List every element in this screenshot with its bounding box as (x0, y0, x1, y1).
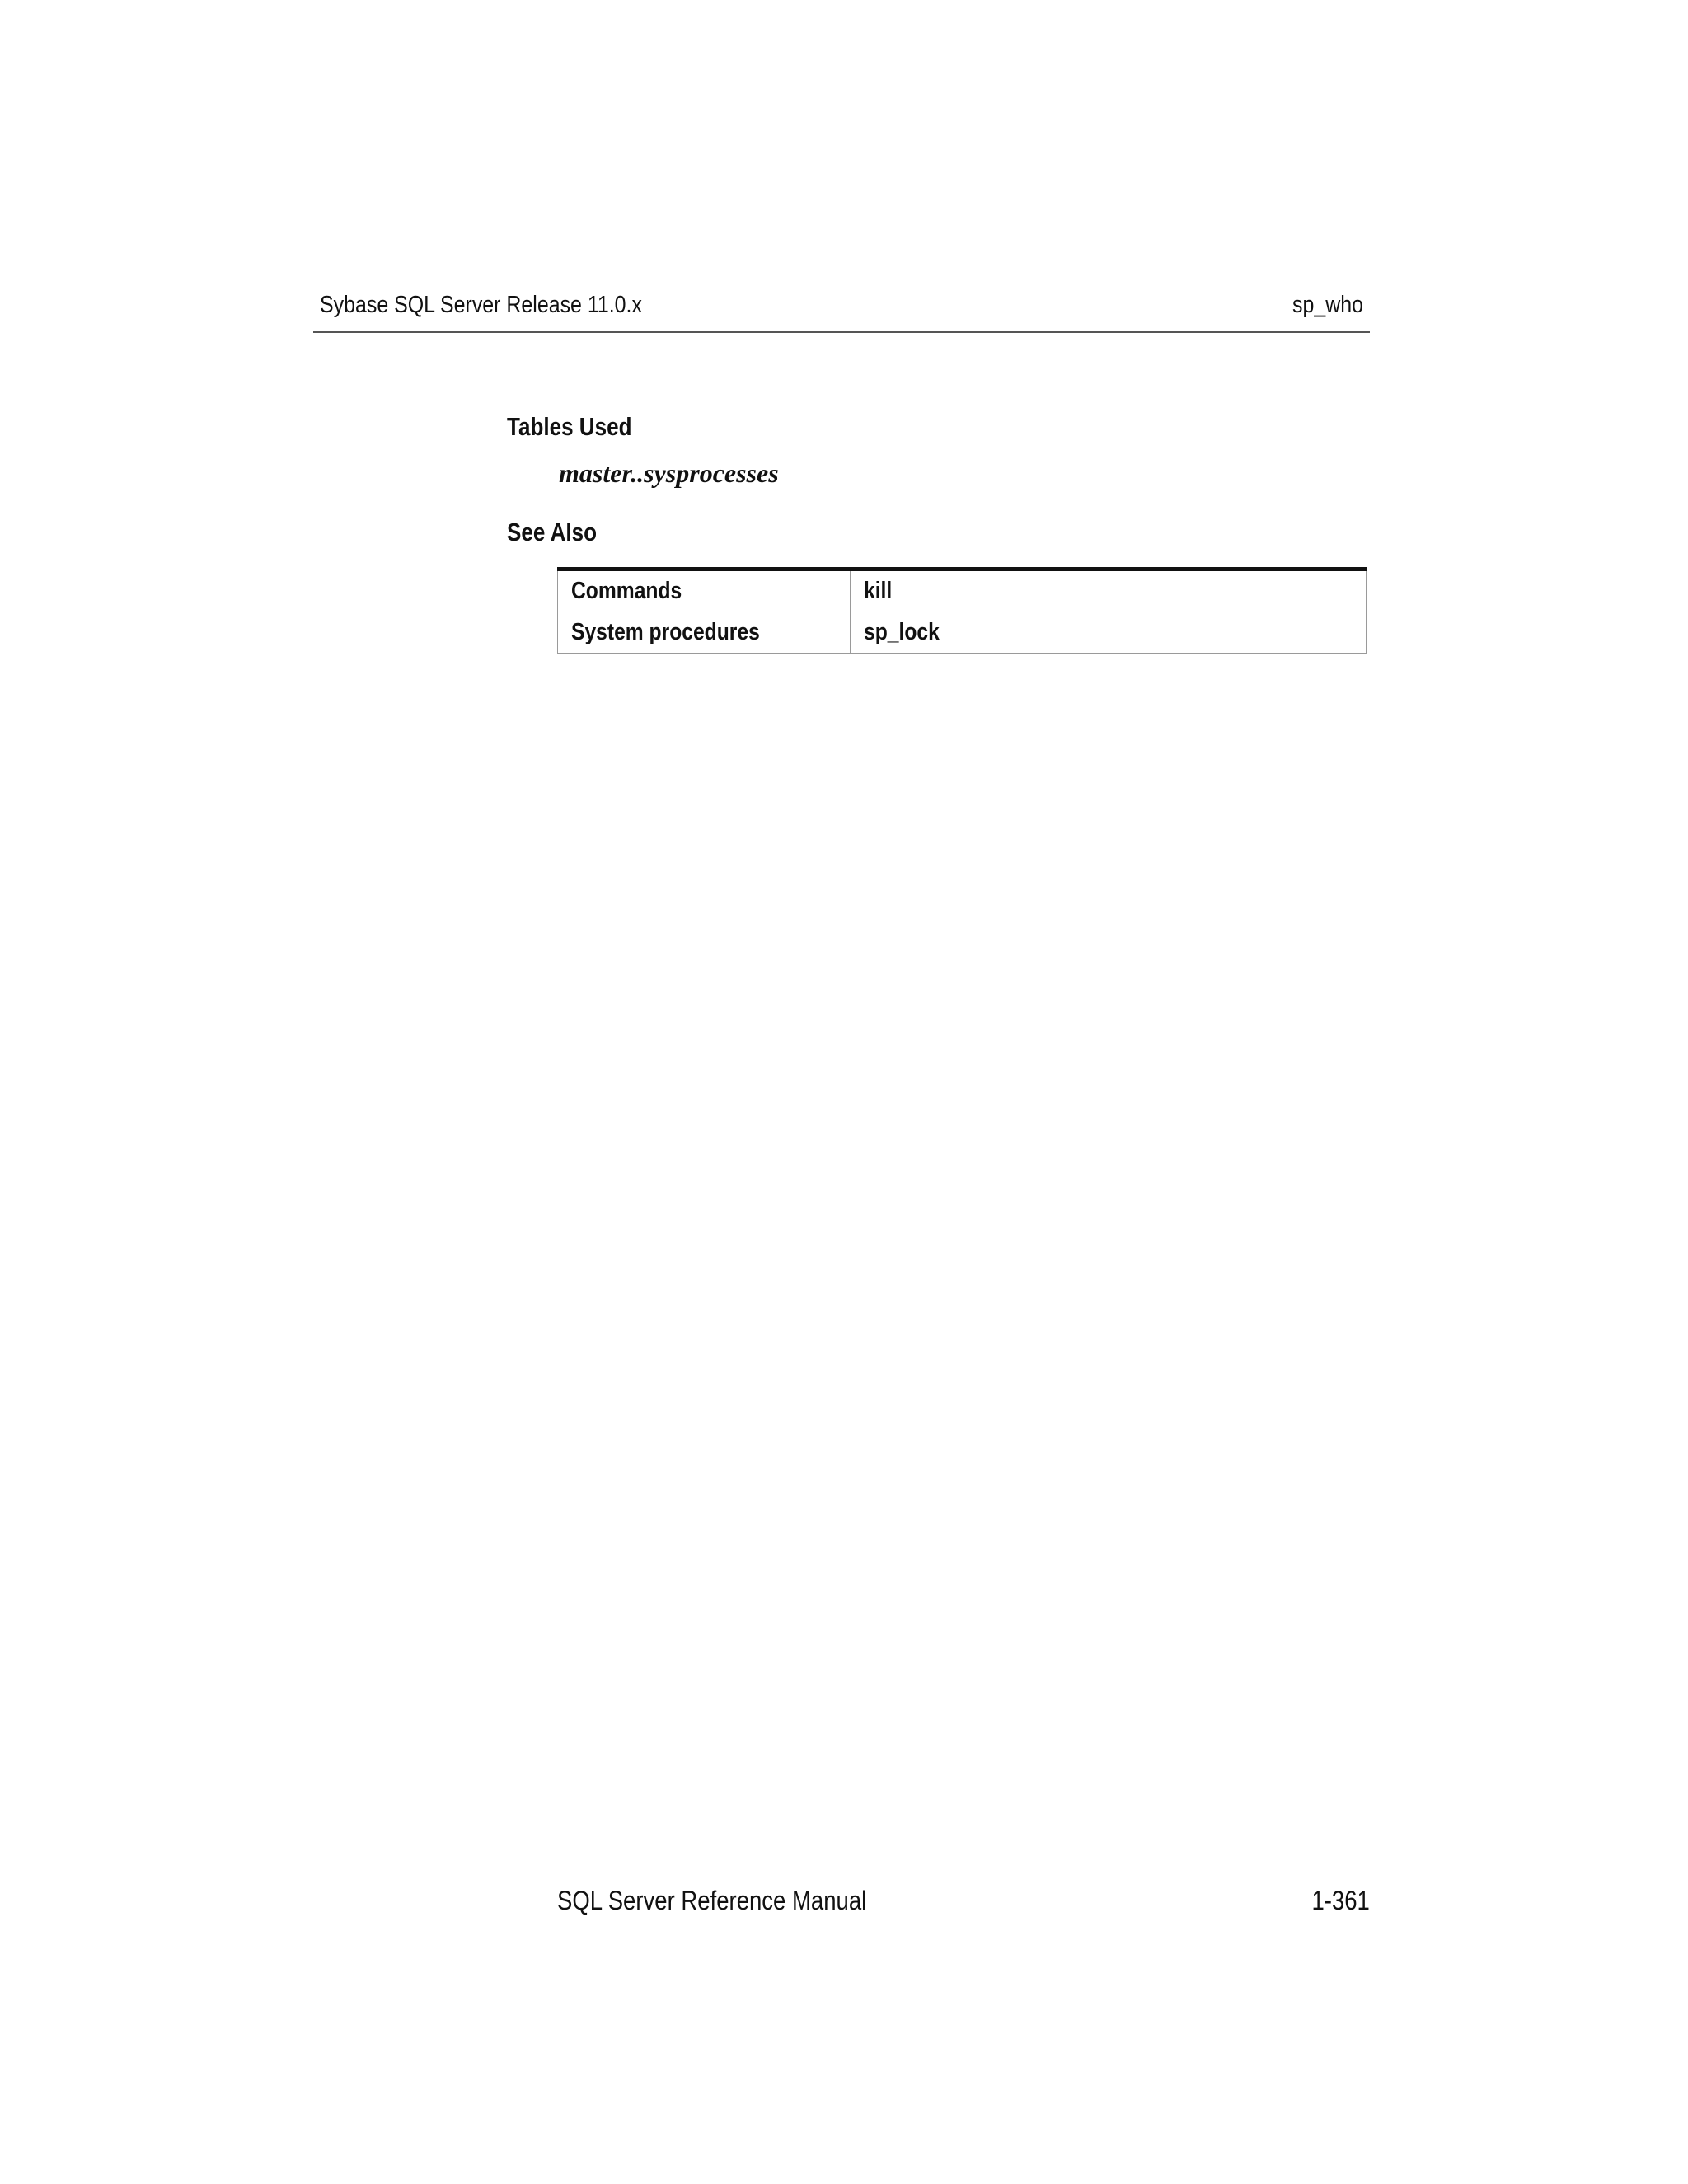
tables-used-item: master..sysprocesses (559, 458, 779, 488)
footer-page-number: 1-361 (1311, 1886, 1370, 1915)
header-section-name: sp_who (1292, 292, 1363, 318)
footer-manual-title: SQL Server Reference Manual (557, 1886, 867, 1915)
see-also-table (557, 567, 1367, 654)
see-also-heading: See Also (507, 518, 598, 546)
tables-used-heading: Tables Used (507, 412, 632, 441)
table-row (558, 612, 1367, 654)
running-header (313, 288, 1370, 333)
see-also-category-cell: System procedures (558, 612, 851, 654)
see-also-items-cell: kill (851, 569, 1367, 612)
header-product-title: Sybase SQL Server Release 11.0.x (320, 292, 642, 318)
table-row (558, 569, 1367, 612)
see-also-category-cell: Commands (558, 569, 851, 612)
see-also-items-cell: sp_lock (851, 612, 1367, 654)
